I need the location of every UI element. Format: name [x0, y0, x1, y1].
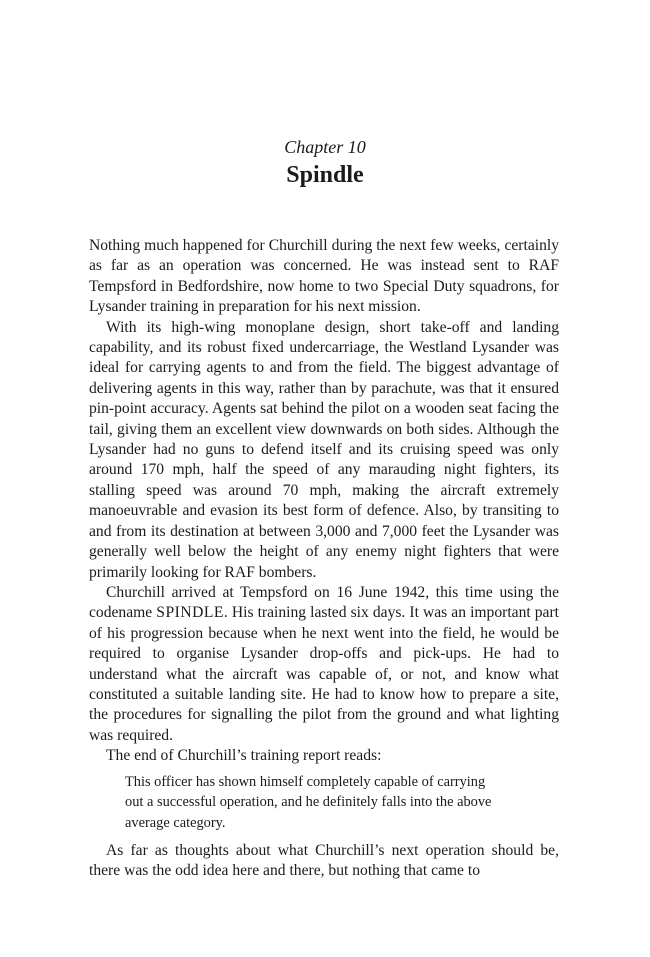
quote-line: out a successful operation, and he definitely falls into the above — [125, 794, 492, 811]
body-text — [89, 236, 559, 882]
chapter-title: Spindle — [286, 162, 364, 188]
paragraph-2: With its high-wing monoplane design, short take-off and landing capability, and its robust fixed undercarriage, the Westland Lysander was ideal for carrying agents to and from the field. The biggest advantage of delivering agents in this way, rather than by parachute, was that it ensured pin-point accuracy. Agents sat behind the pilot on a wooden seat facing the tail, giving them an excellent view downwards on both sides. Although the Lysander had no guns to defend itself and its cruising speed was only around 170 mph, half the speed of any marauding night fighters, its stalling speed was around 70 mph, making the aircraft extremely manoeuvrable and evasion its best form of defence. Also, by transiting to and from its destination at between 3,000 and 7,000 feet the Lysander was generally well below the height of any enemy night fighters that were primarily looking for RAF bombers. — [89, 318, 559, 581]
paragraph-1: Nothing much happened for Churchill during the next few weeks, certainly as far as an operation was concerned. He was instead sent to RAF Tempsford in Bedfordshire, now home to two Special Duty squadrons, for Lysander training in preparation for his next mission. — [89, 237, 559, 316]
codename: SPINDLE — [156, 604, 224, 622]
paragraph-final: As far as thoughts about what Churchill’s next operation should be, there was the odd idea here and there, but nothing that came to — [89, 842, 559, 880]
paragraph-3 — [89, 583, 559, 746]
block-quote — [125, 772, 525, 834]
paragraph-3-start: Churchill arrived at Tempsford on 16 June 1942, this time using the codename — [89, 583, 559, 622]
paragraph-3-rest: . His training lasted six days. It was an important part of his progression because when he next went into the field, he would be required to organise Lysander drop-offs and pick-ups. He had to understand what the aircraft was capable of, or not, and know what constituted a suitable landing site. He had to know how to prepare a site, the procedures for signalling the pilot from the ground and what lighting was required. — [89, 604, 560, 744]
report-intro: The end of Churchill’s training report reads: — [106, 747, 382, 765]
quote-line: This officer has shown himself completely capable of carrying — [125, 773, 486, 790]
chapter-number: Chapter 10 — [284, 137, 366, 157]
quote-line: average category. — [125, 814, 226, 831]
